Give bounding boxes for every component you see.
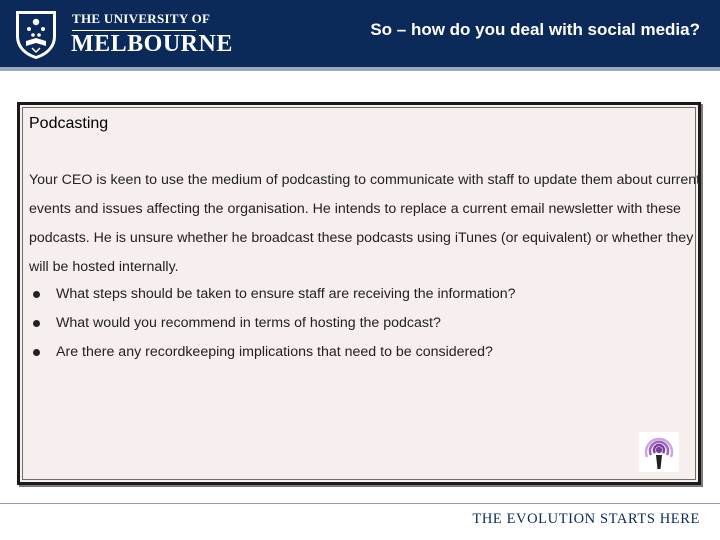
list-item: [29, 309, 679, 338]
bullet-dot-icon: [33, 349, 40, 356]
university-crest-icon: [14, 8, 58, 60]
list-item: [29, 280, 679, 309]
podcast-icon: [639, 432, 679, 472]
bullet-dot-icon: [33, 291, 40, 298]
footer-tagline: THE EVOLUTION STARTS HERE: [472, 511, 700, 527]
panel-heading: Podcasting: [29, 115, 109, 132]
bullet-dot-icon: [33, 320, 40, 327]
header-divider: [0, 67, 720, 71]
question-list: [29, 280, 679, 367]
list-item-text: What steps should be taken to ensure staff are receiving the information?: [56, 286, 516, 302]
panel-body-text: Your CEO is keen to use the medium of podcasting to communicate with staff to update them about current events and issues affecting the organisation. He intends to replace a current email newsletter with these podcasts. He is unsure whether he broadcast these podcasts using iTunes (or equivalent) or whether they will be hosted internally.: [29, 172, 701, 275]
list-item-text: Are there any recordkeeping implications that need to be considered?: [56, 344, 493, 360]
slide-title: So – how do you deal with social media?: [370, 20, 700, 39]
list-item: [29, 338, 679, 367]
content-panel: [17, 102, 701, 485]
logo-line-2: MELBOURNE: [71, 31, 233, 57]
university-logo: [14, 8, 233, 60]
logo-line-1: THE UNIVERSITY OF: [72, 11, 211, 26]
list-item-text: What would you recommend in terms of hosting the podcast?: [56, 315, 441, 331]
panel-inner-border: [22, 107, 701, 480]
header-bar: [0, 0, 720, 67]
footer-divider: [0, 503, 720, 504]
